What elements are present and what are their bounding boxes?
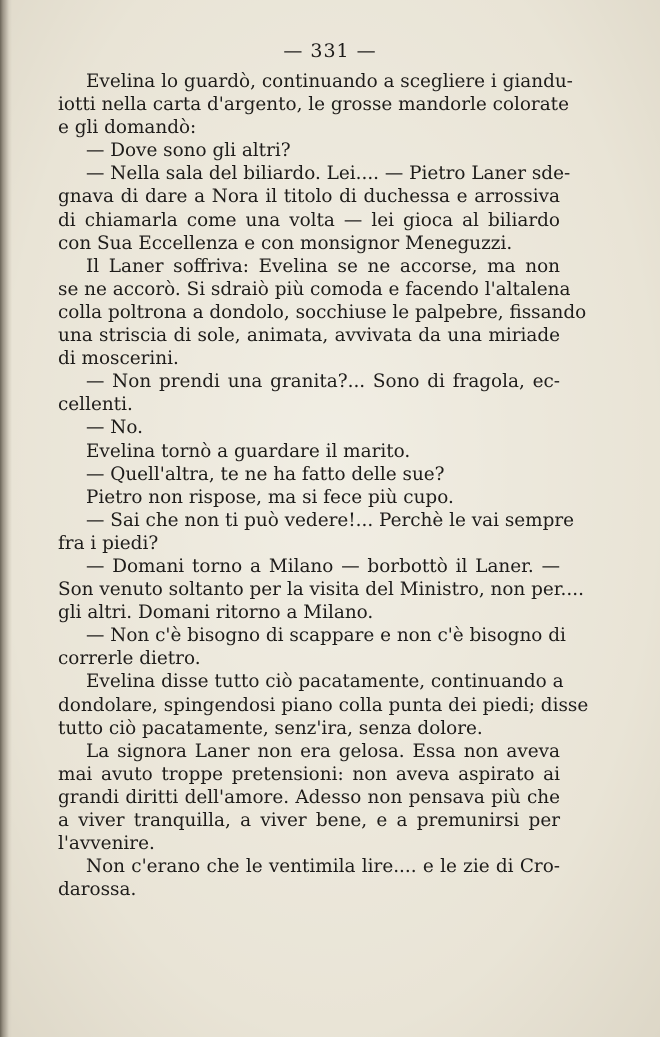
text-line: tutto ciò pacatamente, senz'ira, senza dolore. xyxy=(58,717,483,739)
page-spine-shadow xyxy=(0,0,12,1037)
text-line: — Domani torno a Milano — borbottò il Laner. — xyxy=(86,555,560,577)
text-line: a viver tranquilla, a viver bene, e a premunirsi per xyxy=(58,810,560,831)
text-line: colla poltrona a dondolo, socchiuse le palpebre, fissando xyxy=(58,301,587,323)
text-line: e gli domandò: xyxy=(58,117,197,139)
body-text xyxy=(58,70,589,901)
text-line: iotti nella carta d'argento, le grosse mandorle colorate xyxy=(58,94,569,116)
text-line: Evelina disse tutto ciò pacatamente, continuando a xyxy=(86,671,564,693)
text-line: — Sai che non ti può vedere!... Perchè le vai sempre xyxy=(86,509,575,531)
text-line: una striscia di sole, animata, avvivata da una miriade xyxy=(58,325,560,347)
page-number: — 331 — xyxy=(283,40,377,62)
text-line: — Quell'altra, te ne ha fatto delle sue? xyxy=(86,463,445,485)
text-line: — Dove sono gli altri? xyxy=(86,140,291,162)
text-line: — Non c'è bisogno di scappare e non c'è bisogno di xyxy=(86,625,566,647)
text-line: Evelina tornò a guardare il marito. xyxy=(86,440,411,462)
text-line: fra i piedi? xyxy=(58,532,159,554)
text-line: Non c'erano che le ventimila lire.... e le zie di Cro- xyxy=(86,856,560,878)
text-line: Evelina lo guardò, continuando a scegliere i giandu- xyxy=(86,71,573,92)
text-line: di chiamarla come una volta — lei gioca al biliardo xyxy=(58,209,560,231)
text-line: Pietro non rispose, ma si fece più cupo. xyxy=(86,486,454,508)
text-line: — Non prendi una granita?... Sono di fragola, ec- xyxy=(86,371,560,393)
text-line: gnava di dare a Nora il titolo di duchessa e arrossiva xyxy=(58,186,560,208)
text-line: mai avuto troppe pretensioni: non aveva aspirato ai xyxy=(58,763,560,785)
text-line: di moscerini. xyxy=(58,348,179,370)
text-line: con Sua Eccellenza e con monsignor Meneguzzi. xyxy=(58,232,513,254)
text-line: — No. xyxy=(86,417,143,439)
text-line: La signora Laner non era gelosa. Essa non aveva xyxy=(86,740,560,762)
text-line: l'avvenire. xyxy=(58,833,155,855)
text-line: gli altri. Domani ritorno a Milano. xyxy=(58,602,374,624)
text-line: se ne accorò. Si sdraiò più comoda e facendo l'altalena xyxy=(58,278,571,300)
text-line: Son venuto soltanto per la visita del Ministro, non per.... xyxy=(58,579,584,601)
text-line: cellenti. xyxy=(58,394,133,416)
text-line: dondolare, spingendosi piano colla punta dei piedi; disse xyxy=(58,694,589,716)
text-line: correrle dietro. xyxy=(58,648,201,670)
text-line: darossa. xyxy=(58,879,137,901)
text-line: grandi diritti dell'amore. Adesso non pensava più che xyxy=(58,786,560,808)
text-line: Il Laner soffriva: Evelina se ne accorse, ma non xyxy=(86,255,560,277)
text-line: — Nella sala del biliardo. Lei.... — Pietro Laner sde- xyxy=(86,163,571,185)
